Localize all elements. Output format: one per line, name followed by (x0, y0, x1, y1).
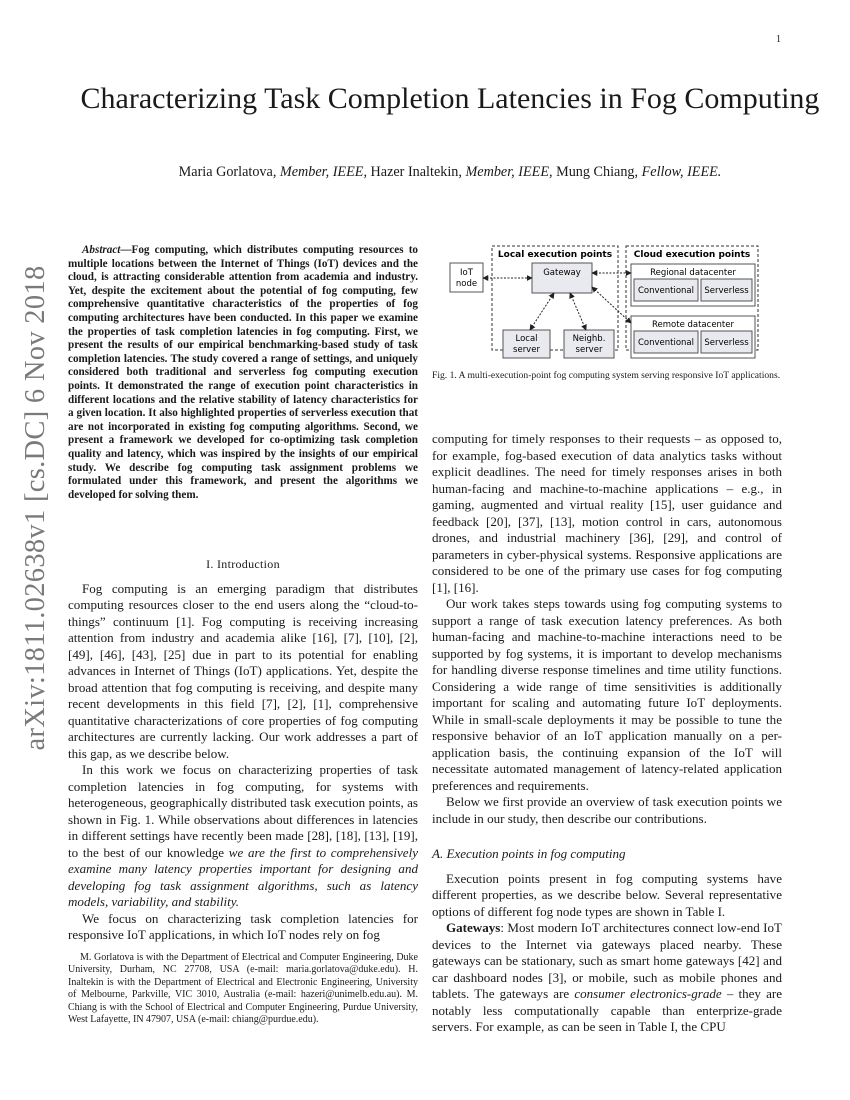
subsection-heading: A. Execution points in fog computing (432, 846, 626, 861)
right-column-body (432, 431, 782, 1036)
author-role: Member, IEEE (279, 164, 364, 180)
author-role: Member, IEEE (465, 164, 549, 180)
gateway-label: Gateway (543, 268, 581, 278)
conventional-label: Conventional (637, 286, 695, 296)
iot-node-label: IoT (460, 268, 473, 278)
page-number: 1 (776, 34, 781, 45)
local-group-label: Local execution points (497, 250, 613, 260)
figure-1-diagram (446, 243, 782, 363)
serverless-label: Serverless (704, 286, 749, 296)
abstract-text: —Fog computing, which distributes computing resources to multiple locations between the Internet of Things (IoT) devices and the cloud, is attracting considerable attention from academia and industry. Yet, despite the excitement about the potential of fog computing, few comprehensive quantitative characteristics of the properties of fog computing architectures have been conducted. In this paper we examine the properties of task completion latencies in fog computing. First, we present the results of our empirical benchmarking-based study of task completion latencies. The study covered a range of settings, and uniquely considered both traditional and serverless fog computing execution points. It demonstrated the range of execution point characteristics in different locations and the relative stability of latency characteristics for a given location. It also highlighted properties of serverless execution that are not incorporated in existing fog computing algorithms. Second, we present a framework we developed for co-optimizing task completion quality and latency, which was inspired by the insights of our empirical study. We describe fog computing task assignment problems we formulated under this framework, and present the algorithms we developed for solving them. (68, 244, 418, 501)
paragraph-text: – they are notably less computationally capable than enterprize-grade servers. For example, as can be seen in Table I, the CPU (432, 986, 782, 1034)
paragraph: Execution points present in fog computing systems have different properties, as we describe below. Several representative options of different fog node types are shown in Table I. (432, 870, 782, 919)
arrow-gateway-neighbor (570, 293, 586, 330)
emphasis-text: consumer electronics-grade (574, 986, 722, 1001)
local-server-label: Local (515, 334, 538, 344)
serverless-label: Serverless (704, 338, 749, 348)
author-name: Mung Chiang (556, 164, 635, 180)
section-heading: I. Introduction (206, 557, 280, 571)
emphasis-text: we are the first to comprehensively examine many latency properties important for designing and developing fog task assignment algorithms, such as latency models, variability, and stability. (68, 844, 418, 909)
author-role: Fellow, IEEE. (641, 164, 722, 180)
paragraph: Fog computing is an emerging paradigm that distributes computing resources closer to the end users along the “cloud-to-things” continuum [1]. Fog computing is receiving increasing attention from industry and academia alike [16], [7], [10], [2], [49], [46], [43], [25] due in part to its potential for enabling advances in Internet of Things (IoT) applications. Yet, despite the broad attention that fog computing is receiving, and despite many recent developments in this field [7], [2], [1], comprehensive quantitative characterizations of core properties of fog computing architectures are currently lacking. Our work addresses a part of this gap, as we describe below. (68, 580, 418, 761)
paragraph (432, 920, 782, 1036)
iot-node-label: node (455, 279, 478, 289)
figure-1-caption: Fig. 1. A multi-execution-point fog computing system serving responsive IoT applications. (432, 370, 781, 381)
conventional-label: Conventional (637, 338, 695, 348)
local-server-label: server (513, 345, 540, 355)
regional-datacenter-label: Regional datacenter (650, 268, 736, 278)
paper-title: Characterizing Task Completion Latencies in Fog Computing (80, 82, 820, 115)
neighbor-server-label: Neighb. (572, 334, 606, 344)
author-name: Hazer Inaltekin (370, 164, 459, 180)
paragraph: Below we first provide an overview of task execution points we include in our study, then describe our contributions. (432, 794, 782, 826)
paragraph-label: Gateways (446, 920, 501, 935)
neighbor-server-label: server (575, 345, 603, 355)
author-footnote: M. Gorlatova is with the Department of Electrical and Computer Engineering, Duke University, Durham, NC 27708, USA (e-mail: maria.gorlatova@duke.edu). H. Inaltekin is with the Department of Electrical and Electronic Engineering, University of Melbourne, Parkville, VIC 3010, Australia (e-mail: hazeri@unimelb.edu.au). M. Chiang is with the School of Electrical and Computer Engineering, Purdue University, West Lafayette, IN 47907, USA (e-mail: chiang@purdue.edu). (68, 952, 418, 1026)
abstract-label: Abstract (82, 244, 121, 256)
paragraph-text: : Most modern IoT architectures connect low-end IoT devices to the Internet via gateways placed nearby. These gateways can be stationary, such as smart home gateways [42] and car dashboard nodes [3], or mobile, such as mobile phones and tablets. The gateways are (432, 920, 782, 1001)
paragraph: computing for timely responses to their requests – as opposed to, for example, fog-based execution of data analytics tasks without explicit deadlines. The need for timely responses arises in both human-facing and machine-to-machine applications – e.g., in gaming, augmented and virtual reality [15], user guidance and feedback [20], [37], [13], motion control in cars, autonomous drones, and industrial machinery [36], [29], and control of parameters in cyber-physical systems. Responsive applications are considered to be one of the primary use cases for fog computing [1], [16]. (432, 431, 782, 595)
paragraph (68, 762, 418, 911)
arrow-gateway-local (530, 293, 554, 330)
author-line: Maria Gorlatova, Member, IEEE, Hazer Inaltekin, Member, IEEE, Mung Chiang, Fellow, IEEE. (178, 164, 722, 180)
paragraph-text: In this work we focus on characterizing properties of task completion latencies in fog computing, for systems with heterogeneous, geographically distributed task execution points, as shown in Fig. 1. While observations about differences in latencies in different settings have recently been made [28], [18], [13], [19], to the best of our knowledge (68, 762, 418, 860)
arrow-gateway-remote (592, 287, 631, 323)
left-column-body (68, 556, 418, 944)
author-name: Maria Gorlatova (178, 164, 273, 180)
remote-datacenter-label: Remote datacenter (652, 320, 734, 330)
abstract (68, 244, 418, 502)
paragraph: We focus on characterizing task completion latencies for responsive IoT applications, in which IoT nodes rely on fog (68, 910, 418, 942)
arxiv-watermark: arXiv:1811.02638v1 [cs.DC] 6 Nov 2018 (20, 265, 51, 751)
cloud-group-label: Cloud execution points (633, 250, 751, 260)
paragraph: Our work takes steps towards using fog computing systems to support a range of task execution latency preferences. As both human-facing and machine-to-machine interactions need to be supported by fog systems, it is important to develop mechanisms for handling diverse response timelines and time utility functions. Considering a wide range of time sensitivities is additionally important for scaling and automating future IoT deployments. While in small-scale deployments it may be possible to tune the responsive behavior of an IoT application manually on a per-application basis, the continuing expansion of the IoT will necessitate automated management of latency-related application preferences and requirements. (432, 596, 782, 793)
